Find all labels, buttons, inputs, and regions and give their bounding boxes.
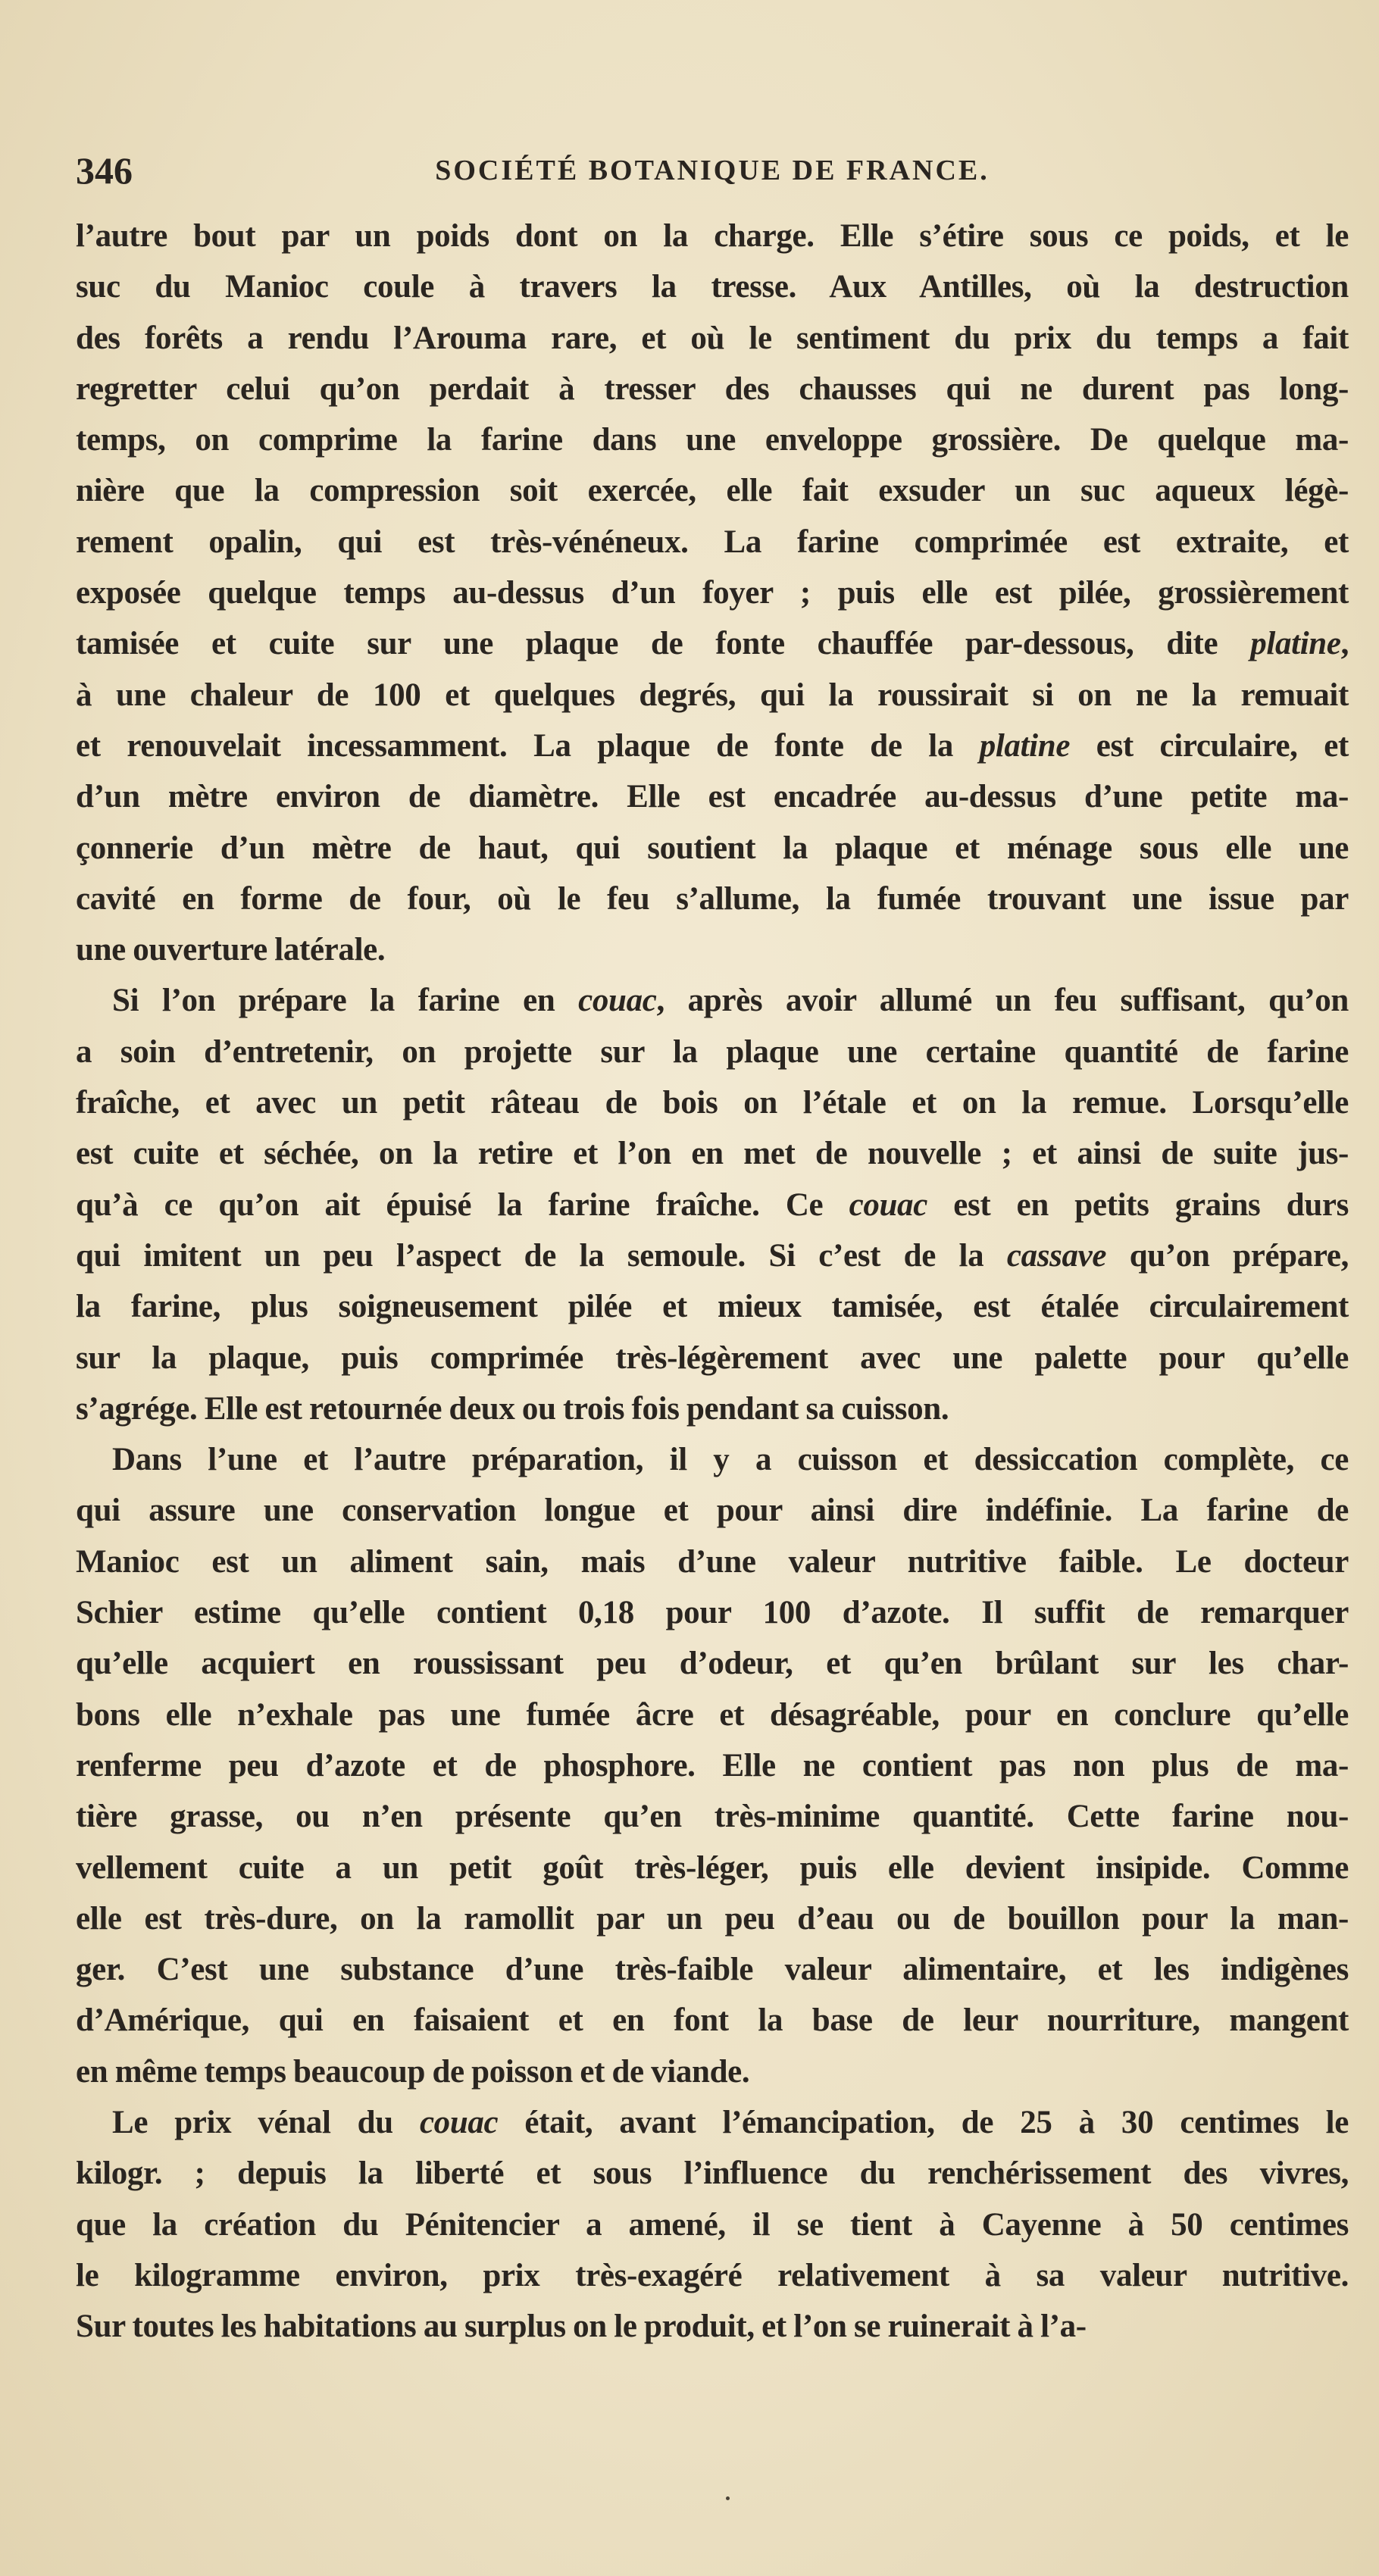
page-header [76,144,1349,197]
text-line: regretter celui qu’on perdait à tresser des chausses qui ne durent pas long- [76,370,1349,407]
text-line: et renouvelait incessamment. La plaque de fonte de la platine est circulaire, et [76,727,1349,764]
text-line: fraîche, et avec un petit râteau de bois on l’étale et on la remue. Lorsqu’elle [76,1085,1349,1121]
text-line: est cuite et séchée, on la retire et l’on en met de nouvelle ; et ainsi de suite jus- [76,1136,1349,1172]
text-line: Dans l’une et l’autre préparation, il y a cuisson et dessiccation complète, ce [112,1442,1349,1478]
text-line: elle est très-dure, on la ramollit par un peu d’eau ou de bouillon pour la man- [76,1900,1349,1937]
paragraph-4 [76,2097,1349,2352]
text-line: Manioc est un aliment sain, mais d’une valeur nutritive faible. Le docteur [76,1543,1349,1580]
text-line: qui assure une conservation longue et pour ainsi dire indéfinie. La farine de [76,1493,1349,1529]
text-line: le kilogramme environ, prix très-exagéré relativement à sa valeur nutritive. [76,2257,1349,2293]
page-number: 346 [76,149,133,192]
text-line: l’autre bout par un poids dont on la charge. Elle s’étire sous ce poids, et le [76,218,1349,254]
text-line: kilogr. ; depuis la liberté et sous l’influence du renchérissement des vivres, [76,2156,1349,2192]
paragraph-1 [76,211,1349,975]
text-line: qu’elle acquiert en roussissant peu d’odeur, et qu’en brûlant sur les char- [76,1646,1349,1682]
text-line: qui imitent un peu l’aspect de la semoule. Si c’est de la cassave qu’on prépare, [76,1237,1349,1274]
text-line: des forêts a rendu l’Arouma rare, et où le sentiment du prix du temps a fait [76,320,1349,356]
text-line: s’agrége. Elle est retournée deux ou trois fois pendant sa cuisson. [76,1390,949,1427]
text-line: à une chaleur de 100 et quelques degrés, qui la roussirait si on ne la remuait [76,677,1349,713]
text-line: cavité en forme de four, où le feu s’allume, la fumée trouvant une issue par [76,880,1349,917]
text-line: en même temps beaucoup de poisson et de viande. [76,2053,750,2090]
text-line: tière grasse, ou n’en présente qu’en très-minime quantité. Cette farine nou- [76,1799,1349,1835]
text-line: une ouverture latérale. [76,932,386,968]
paragraph-3 [76,1434,1349,2097]
text-line: Sur toutes les habitations au surplus on le produit, et l’on se ruinerait à l’a- [76,2309,1087,2345]
text-line: sur la plaque, puis comprimée très-légèrement avec une palette pour qu’elle [76,1340,1349,1376]
text-line: d’Amérique, qui en faisaient et en font la base de leur nourriture, mangent [76,2002,1349,2039]
text-line: tamisée et cuite sur une plaque de fonte chauffée par-dessous, dite platine, [76,626,1349,662]
text-line: çonnerie d’un mètre de haut, qui soutient la plaque et ménage sous elle une [76,830,1349,866]
text-line: Si l’on prépare la farine en couac, après avoir allumé un feu suffisant, qu’on [112,983,1349,1019]
paragraph-2 [76,975,1349,1434]
text-line: d’un mètre environ de diamètre. Elle est encadrée au-dessus d’une petite ma- [76,779,1349,815]
text-line: que la création du Pénitencier a amené, il se tient à Cayenne à 50 centimes [76,2206,1349,2243]
text-line: nière que la compression soit exercée, elle fait exsuder un suc aqueux légè- [76,473,1349,509]
text-line: ger. C’est une substance d’une très-faible valeur alimentaire, et les indigènes [76,1952,1349,1988]
body-text [76,211,1349,2352]
text-line: Schier estime qu’elle contient 0,18 pour 100 d’azote. Il suffit de remarquer [76,1595,1349,1631]
running-head: SOCIÉTÉ BOTANIQUE DE FRANCE. [435,155,990,186]
text-line: qu’à ce qu’on ait épuisé la farine fraîche. Ce couac est en petits grains durs [76,1186,1349,1223]
printer-mark [726,2496,730,2500]
text-line: renferme peu d’azote et de phosphore. Elle ne contient pas non plus de ma- [76,1747,1349,1784]
text-line: Le prix vénal du couac était, avant l’émancipation, de 25 à 30 centimes le [112,2104,1349,2140]
text-line: rement opalin, qui est très-vénéneux. La farine comprimée est extraite, et [76,524,1349,560]
text-line: a soin d’entretenir, on projette sur la plaque une certaine quantité de farine [76,1033,1349,1070]
text-line: exposée quelque temps au-dessus d’un foyer ; puis elle est pilée, grossièrement [76,575,1349,611]
text-line: vellement cuite a un petit goût très-léger, puis elle devient insipide. Comme [76,1849,1349,1886]
text-line: bons elle n’exhale pas une fumée âcre et désagréable, pour en conclure qu’elle [76,1696,1349,1733]
text-line: temps, on comprime la farine dans une enveloppe grossière. De quelque ma- [76,422,1349,458]
text-line: la farine, plus soigneusement pilée et mieux tamisée, est étalée circulairement [76,1289,1349,1325]
text-line: suc du Manioc coule à travers la tresse. Aux Antilles, où la destruction [76,269,1349,305]
